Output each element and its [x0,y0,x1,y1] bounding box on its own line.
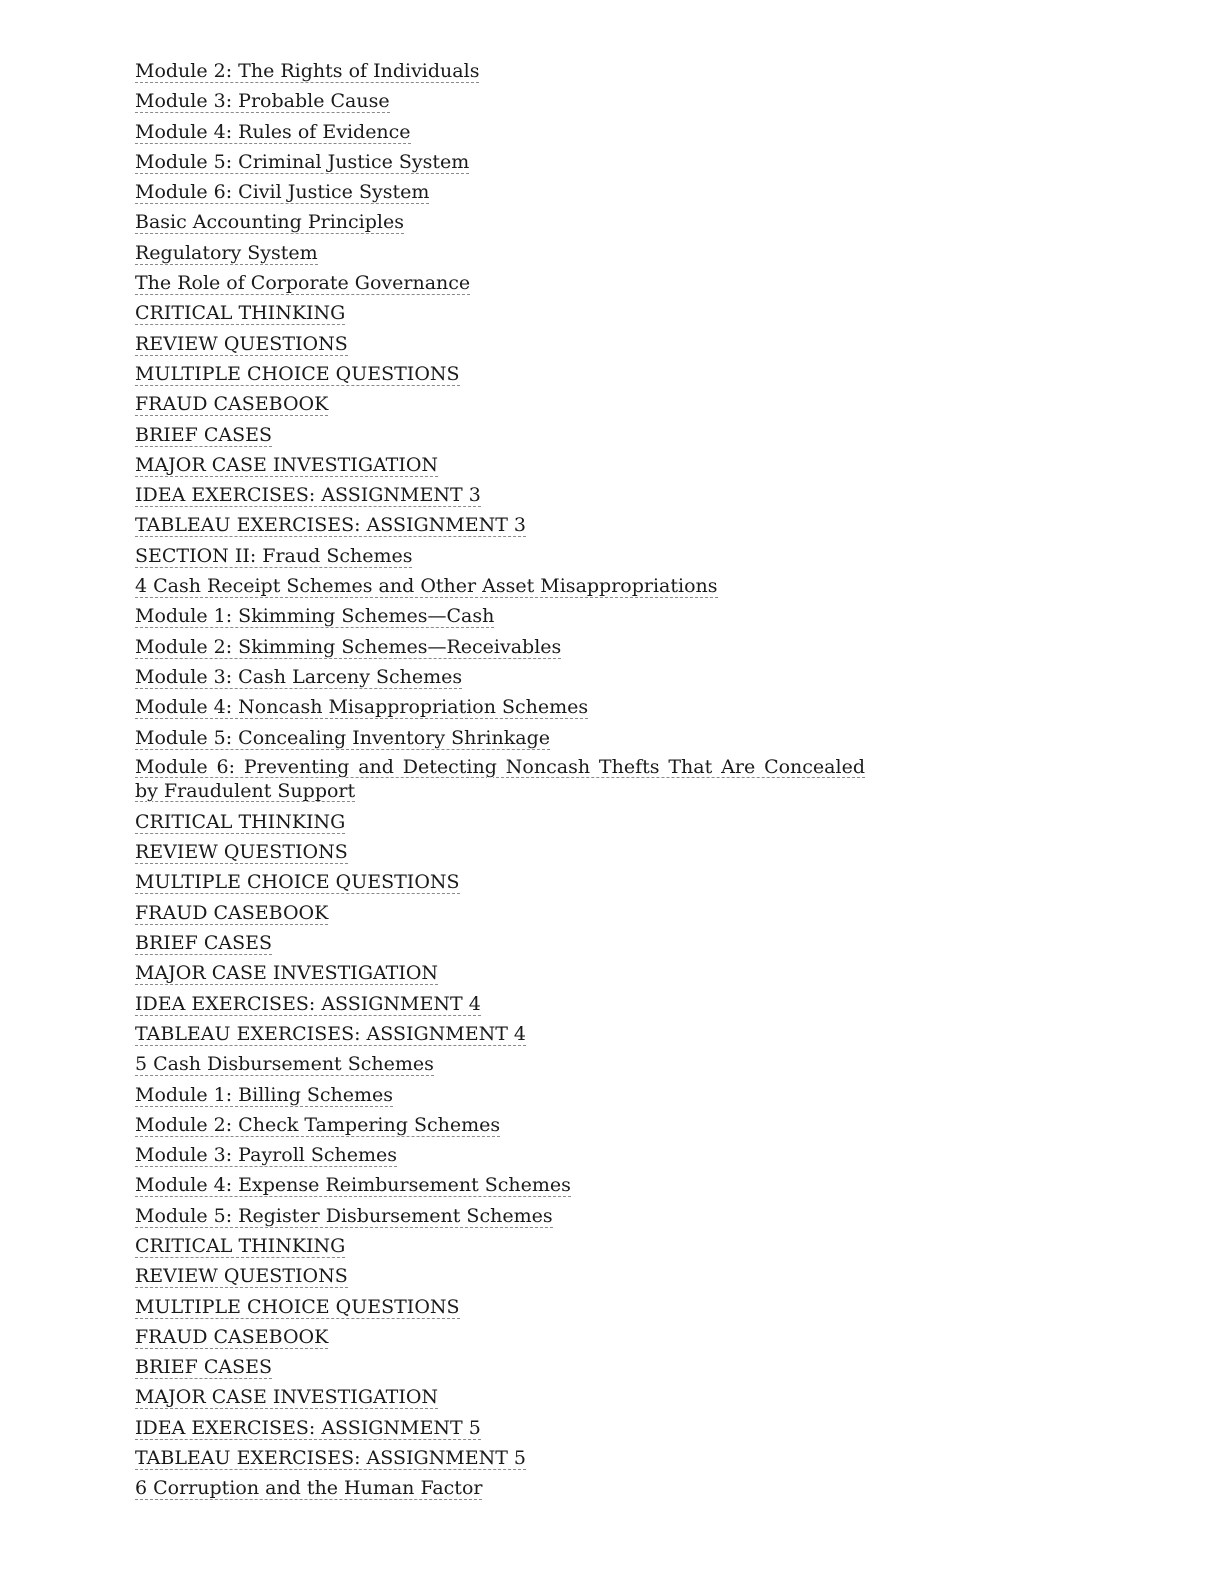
toc-entry [135,1415,865,1445]
toc-entry [135,58,865,88]
toc-link[interactable]: Module 3: Cash Larceny Schemes [135,665,463,688]
toc-entry [135,869,865,899]
toc-link[interactable]: MULTIPLE CHOICE QUESTIONS [135,362,460,385]
toc-entry [135,482,865,512]
toc-link[interactable]: TABLEAU EXERCISES: ASSIGNMENT 4 [135,1022,527,1045]
toc-entry [135,634,865,664]
toc-link[interactable]: Module 2: Check Tampering Schemes [135,1113,501,1136]
toc-link[interactable]: Module 6: Civil Justice System [135,181,430,204]
toc-link[interactable]: Module 6: Preventing and Detecting Noncash Thefts That Are Concealed by Fraudulent Support [135,755,865,802]
table-of-contents [135,58,865,1506]
toc-entry [135,839,865,869]
toc-entry [135,1021,865,1051]
toc-entry [135,1051,865,1081]
toc-entry [135,119,865,149]
toc-link[interactable]: FRAUD CASEBOOK [135,393,329,416]
toc-link[interactable]: BRIEF CASES [135,423,273,446]
toc-link[interactable]: Module 2: Skimming Schemes—Receivables [135,635,562,658]
toc-entry [135,1082,865,1112]
toc-entry [135,1354,865,1384]
toc-link[interactable]: MULTIPLE CHOICE QUESTIONS [135,871,460,894]
toc-entry [135,1112,865,1142]
toc-entry [135,331,865,361]
toc-entry [135,512,865,542]
toc-entry [135,1475,865,1505]
toc-entry [135,1384,865,1414]
toc-link[interactable]: Module 4: Rules of Evidence [135,120,411,143]
toc-link[interactable]: IDEA EXERCISES: ASSIGNMENT 3 [135,484,481,507]
toc-entry [135,1263,865,1293]
toc-entry [135,300,865,330]
toc-link[interactable]: CRITICAL THINKING [135,1234,346,1257]
toc-entry [135,452,865,482]
toc-entry [135,603,865,633]
toc-entry [135,1172,865,1202]
toc-link[interactable]: Module 3: Probable Cause [135,90,390,113]
toc-link[interactable]: Module 5: Concealing Inventory Shrinkage [135,726,550,749]
toc-entry [135,422,865,452]
toc-entry [135,1203,865,1233]
toc-link[interactable]: SECTION II: Fraud Schemes [135,544,413,567]
toc-entry [135,1445,865,1475]
toc-link[interactable]: The Role of Corporate Governance [135,272,471,295]
toc-entry [135,930,865,960]
toc-entry [135,755,865,809]
toc-link[interactable]: Module 2: The Rights of Individuals [135,60,480,82]
toc-link[interactable]: Module 5: Criminal Justice System [135,150,470,173]
toc-entry [135,725,865,755]
toc-entry [135,361,865,391]
toc-entry [135,543,865,573]
toc-link[interactable]: Module 3: Payroll Schemes [135,1144,398,1167]
toc-entry [135,149,865,179]
toc-link[interactable]: Module 4: Noncash Misappropriation Schemes [135,696,589,719]
toc-entry [135,991,865,1021]
toc-link[interactable]: MAJOR CASE INVESTIGATION [135,962,439,985]
toc-link[interactable]: Module 1: Billing Schemes [135,1083,394,1106]
toc-entry [135,573,865,603]
toc-link[interactable]: BRIEF CASES [135,932,273,955]
toc-entry [135,270,865,300]
toc-entry [135,391,865,421]
toc-link[interactable]: FRAUD CASEBOOK [135,1325,329,1348]
toc-entry [135,900,865,930]
toc-link[interactable]: MAJOR CASE INVESTIGATION [135,1386,439,1409]
toc-entry [135,1233,865,1263]
toc-link[interactable]: IDEA EXERCISES: ASSIGNMENT 5 [135,1416,481,1439]
toc-link[interactable]: 6 Corruption and the Human Factor [135,1477,483,1500]
toc-link[interactable]: 5 Cash Disbursement Schemes [135,1053,434,1076]
toc-link[interactable]: TABLEAU EXERCISES: ASSIGNMENT 5 [135,1447,527,1470]
toc-link[interactable]: TABLEAU EXERCISES: ASSIGNMENT 3 [135,514,527,537]
toc-link[interactable]: MAJOR CASE INVESTIGATION [135,453,439,476]
toc-link[interactable]: Module 1: Skimming Schemes—Cash [135,605,495,628]
toc-link[interactable]: CRITICAL THINKING [135,302,346,325]
toc-link[interactable]: Module 4: Expense Reimbursement Schemes [135,1174,571,1197]
toc-entry [135,664,865,694]
toc-link[interactable]: Regulatory System [135,241,318,264]
toc-entry [135,809,865,839]
toc-link[interactable]: CRITICAL THINKING [135,810,346,833]
toc-link[interactable]: REVIEW QUESTIONS [135,841,348,864]
toc-entry [135,1294,865,1324]
toc-link[interactable]: BRIEF CASES [135,1356,273,1379]
toc-link[interactable]: Module 5: Register Disbursement Schemes [135,1204,553,1227]
toc-link[interactable]: MULTIPLE CHOICE QUESTIONS [135,1295,460,1318]
toc-link[interactable]: FRAUD CASEBOOK [135,901,329,924]
toc-entry [135,1324,865,1354]
toc-entry [135,694,865,724]
toc-link[interactable]: REVIEW QUESTIONS [135,332,348,355]
toc-entry [135,179,865,209]
toc-entry [135,960,865,990]
toc-entry [135,1142,865,1172]
toc-entry [135,240,865,270]
toc-link[interactable]: 4 Cash Receipt Schemes and Other Asset Misappropriations [135,575,718,598]
toc-entry [135,209,865,239]
toc-link[interactable]: REVIEW QUESTIONS [135,1265,348,1288]
toc-link[interactable]: IDEA EXERCISES: ASSIGNMENT 4 [135,992,481,1015]
toc-link[interactable]: Basic Accounting Principles [135,211,404,234]
toc-entry [135,88,865,118]
